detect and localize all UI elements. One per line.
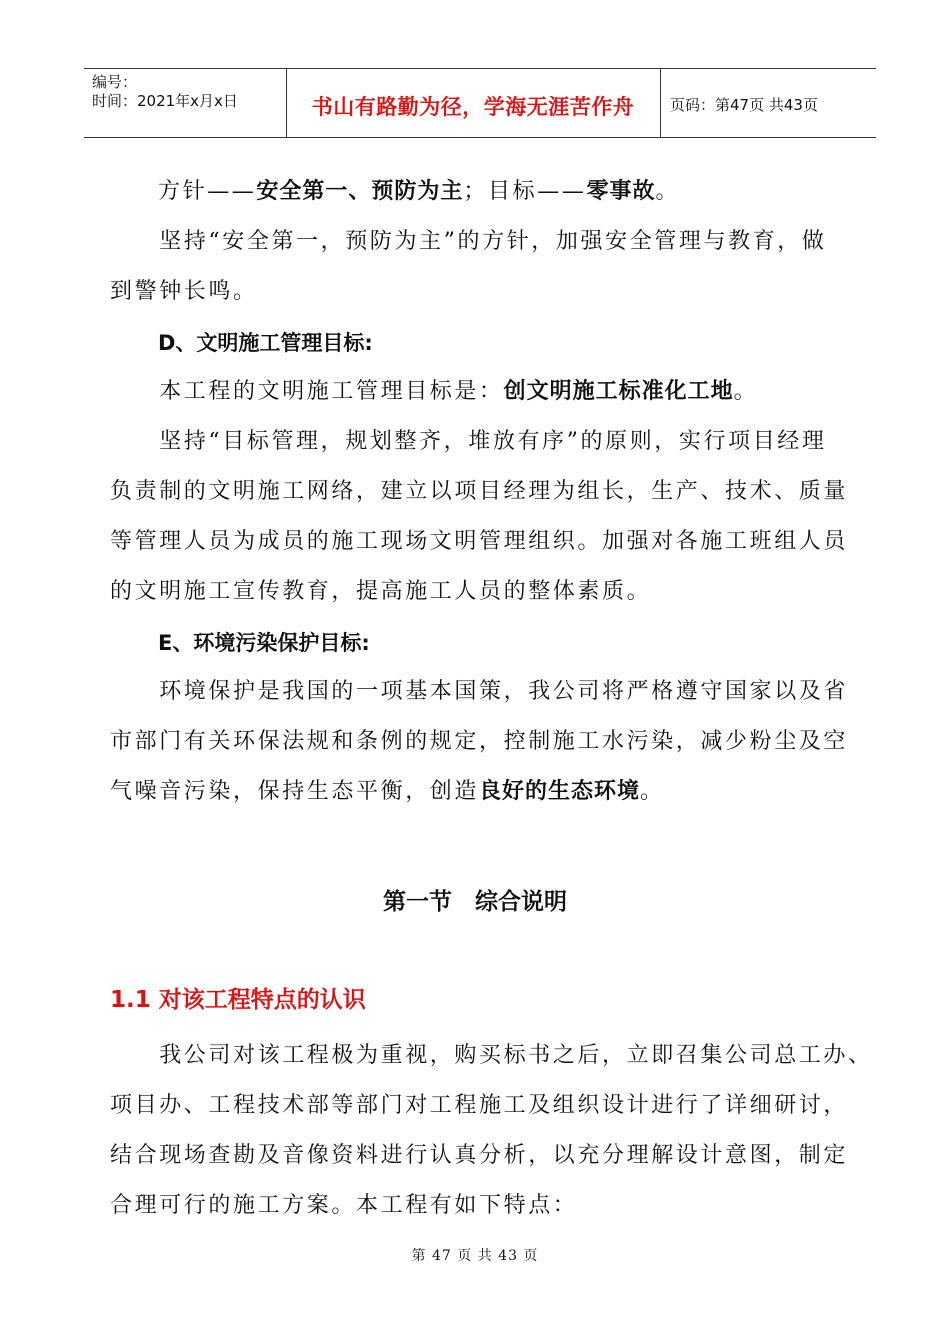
- header-number: 编号：: [92, 73, 138, 91]
- page-footer: 第 47 页 共 43 页: [411, 1248, 539, 1264]
- paragraph-line: 到警钟长鸣。: [110, 279, 258, 304]
- text: 本工程的文明施工管理目标是：: [110, 379, 504, 404]
- paragraph-line: 负责制的文明施工网络，建立以项目经理为组长，生产、技术、质量: [110, 479, 849, 504]
- paragraph-civilized-goal: [110, 367, 855, 417]
- heading-civilized-construction: D、文明施工管理目标:: [158, 331, 373, 355]
- paragraph-line: 坚持“安全第一，预防为主”的方针，加强安全管理与教育，做: [110, 229, 827, 254]
- bold-text: 良好的生态环境: [479, 779, 641, 804]
- header-motto: 书山有路勤为径，学海无涯苦作舟: [311, 95, 635, 119]
- paragraph-line: 合理可行的施工方案。本工程有如下特点：: [110, 1193, 578, 1218]
- heading-environment: E、环境污染保护目标:: [158, 631, 370, 655]
- header-time: 时间：2021年x月x日: [92, 92, 238, 110]
- bold-text: 零事故: [586, 179, 656, 204]
- text: 方针——: [158, 179, 257, 204]
- header-divider: [660, 69, 661, 137]
- text: 气噪音污染，保持生态平衡，创造: [110, 779, 480, 804]
- header-meta: [92, 73, 238, 111]
- paragraph-line: 等管理人员为成员的施工现场文明管理组织。加强对各施工班组人员: [110, 529, 849, 554]
- text: ；目标——: [463, 179, 587, 204]
- text: 。: [640, 779, 665, 804]
- bold-text: 创文明施工标准化工地: [503, 379, 734, 404]
- section-title: 第一节 综合说明: [383, 889, 567, 915]
- paragraph-line: 市部门有关环保法规和条例的规定，控制施工水污染，减少粉尘及空: [110, 729, 849, 754]
- subsection-title: 1.1 对该工程特点的认识: [110, 987, 366, 1013]
- text: 。: [655, 179, 681, 204]
- page-header: [84, 68, 876, 138]
- paragraph-policy: [110, 167, 855, 217]
- paragraph-line: 环境保护是我国的一项基本国策，我公司将严格遵守国家以及省: [110, 679, 849, 704]
- paragraph-line: 的文明施工宣传教育，提高施工人员的整体素质。: [110, 579, 652, 604]
- paragraph-line: 我公司对该工程极为重视，购买标书之后，立即召集公司总工办、: [110, 1043, 873, 1068]
- bold-text: 安全第一、预防为主: [256, 179, 464, 204]
- header-page-number: 页码：第47页 共43页: [670, 96, 818, 114]
- text: 。: [733, 379, 759, 404]
- paragraph-line: 坚持“目标管理，规划整齐，堆放有序”的原则，实行项目经理: [110, 429, 827, 454]
- paragraph-line: 项目办、工程技术部等部门对工程施工及组织设计进行了详细研讨，: [110, 1093, 849, 1118]
- paragraph-line: 结合现场查勘及音像资料进行认真分析，以充分理解设计意图，制定: [110, 1143, 849, 1168]
- paragraph-environment-end: [110, 767, 855, 817]
